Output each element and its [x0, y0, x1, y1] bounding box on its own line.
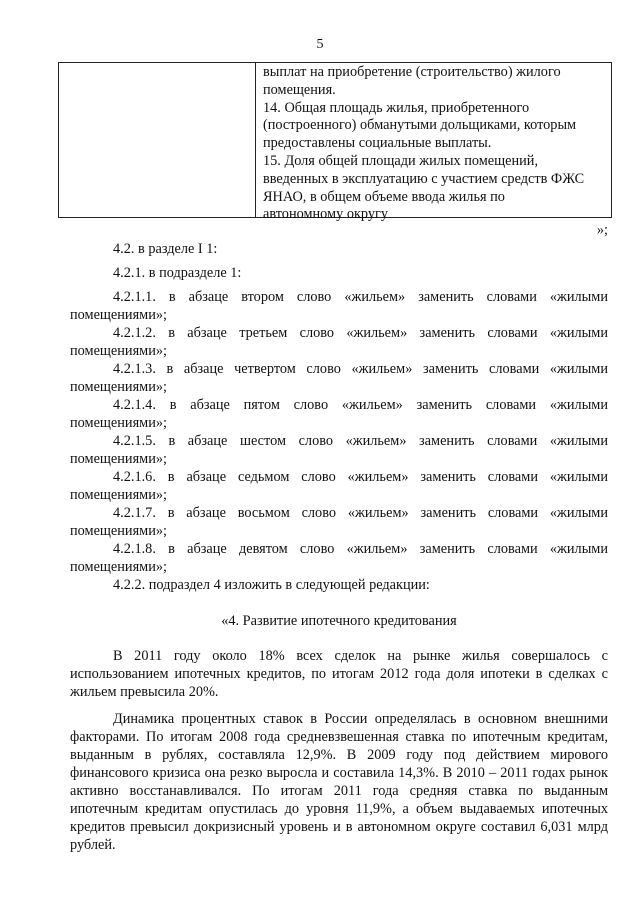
- page-number: 5: [316, 37, 324, 52]
- table-line: 14. Общая площадь жилья, приобретенного: [263, 99, 530, 116]
- table-cell-indicators: [263, 64, 607, 224]
- paragraph: Динамика процентных ставок в России определялась в основном внешними факторами. По итогам 2008 года средневзвешенная ставка по ипотечным кредитам, выданным в рублях, составляла 12,9%. В 2009 году под действием мирового финансового кризиса она резко выросла и составила 14,3%. В 2010 – 2011 годах рынок активно восстанавливался. По итогам 2011 года средняя ставка по выданным ипотечным кредитам опустилась до уровня 11,9%, а объем выдаваемых ипотечных кредитов превысил докризисный уровень и в автономном округе составил 6,031 млрд рублей.: [70, 711, 608, 853]
- item-4-2: 4.2. в разделе I 1:: [113, 241, 218, 257]
- item-4-2-1-3: 4.2.1.3. в абзаце четвертом слово «жильем» заменить словами «жилыми помещениями»;: [70, 361, 608, 395]
- table-line: предоставлены социальные выплаты.: [263, 135, 492, 152]
- table-line: (построенного) обманутыми дольщиками, которым: [263, 117, 577, 134]
- item-4-2-1-7: 4.2.1.7. в абзаце восьмом слово «жильем» заменить словами «жилыми помещениями»;: [70, 505, 608, 539]
- item-4-2-1-6: 4.2.1.6. в абзаце седьмом слово «жильем» заменить словами «жилыми помещениями»;: [70, 469, 608, 503]
- table-line: выплат на приобретение (строительство) жилого: [263, 64, 561, 80]
- table-line: введенных в эксплуатацию с участием средств ФЖС: [263, 170, 585, 187]
- document-body: [70, 240, 608, 854]
- table-line: автономному округу: [263, 206, 389, 223]
- table-closing-quote: »;: [596, 222, 608, 238]
- indicator-table: [58, 62, 612, 223]
- item-4-2-1-8: 4.2.1.8. в абзаце девятом слово «жильем» заменить словами «жилыми помещениями»;: [70, 541, 608, 575]
- table-line: ЯНАО, в общем объеме ввода жилья по: [263, 188, 505, 205]
- item-4-2-2: 4.2.2. подраздел 4 изложить в следующей редакции:: [113, 577, 430, 593]
- item-4-2-1-5: 4.2.1.5. в абзаце шестом слово «жильем» заменить словами «жилыми помещениями»;: [70, 433, 608, 467]
- item-4-2-1-1: 4.2.1.1. в абзаце втором слово «жильем» заменить словами «жилыми помещениями»;: [70, 289, 608, 323]
- section-heading: «4. Развитие ипотечного кредитования: [221, 613, 457, 629]
- item-4-2-1-4: 4.2.1.4. в абзаце пятом слово «жильем» заменить словами «жилыми помещениями»;: [70, 397, 608, 431]
- table-line: 15. Доля общей площади жилых помещений,: [263, 152, 539, 169]
- table-column-divider: [255, 63, 256, 217]
- item-4-2-1: 4.2.1. в подразделе 1:: [113, 265, 242, 281]
- table-line: помещения.: [263, 81, 336, 98]
- item-4-2-1-2: 4.2.1.2. в абзаце третьем слово «жильем» заменить словами «жилыми помещениями»;: [70, 325, 608, 359]
- paragraph: В 2011 году около 18% всех сделок на рынке жилья совершалось с использованием ипотечных кредитов, по итогам 2012 года доля ипотеки в сделках с жильем превысила 20%.: [70, 648, 608, 700]
